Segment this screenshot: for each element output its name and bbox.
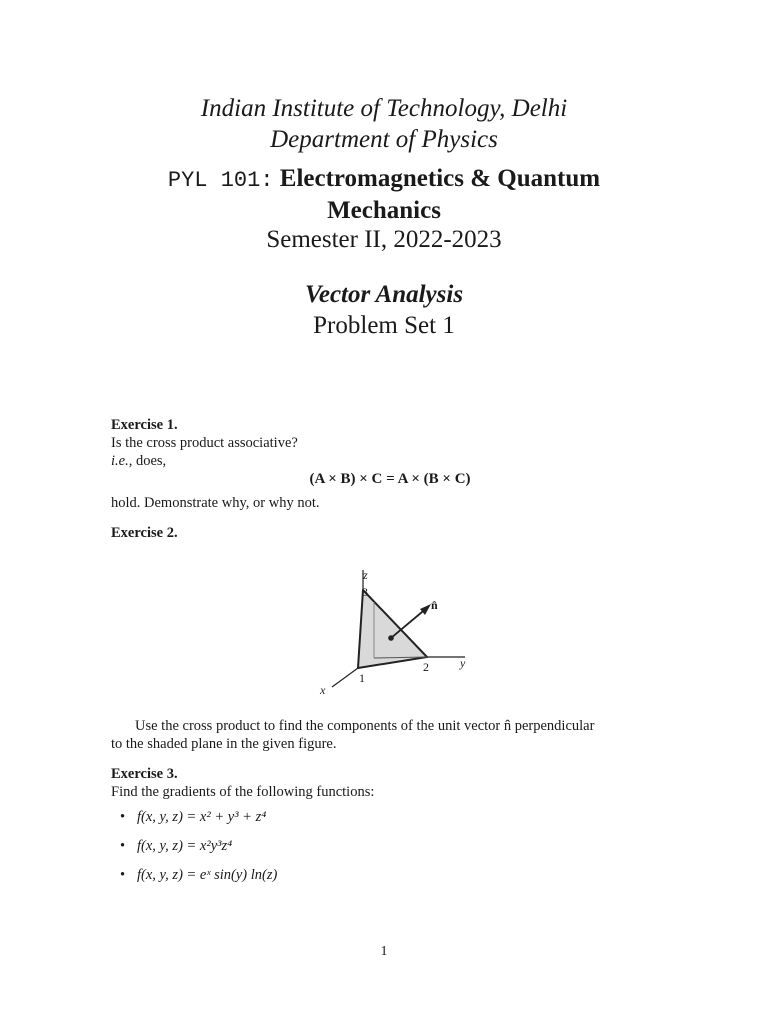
exercise-2-text-line2: to the shaded plane in the given figure. bbox=[111, 736, 337, 752]
function-item-3: • f(x, y, z) = eˣ sin(y) ln(z) bbox=[111, 867, 277, 896]
x-tick-label: 1 bbox=[359, 671, 365, 685]
exercise-3-heading: Exercise 3. bbox=[111, 766, 178, 782]
topic-title: Vector Analysis bbox=[304, 281, 464, 308]
x-axis bbox=[332, 668, 358, 687]
z-axis-label: z bbox=[363, 568, 368, 582]
page-number: 1 bbox=[380, 944, 388, 959]
ie-text: i.e., bbox=[111, 453, 133, 469]
normal-vector-label: n̂ bbox=[431, 598, 438, 612]
shaded-plane bbox=[358, 590, 427, 668]
exercise-1-closing: hold. Demonstrate why, or why not. bbox=[111, 495, 320, 511]
y-axis-label: y bbox=[460, 656, 466, 670]
exercise-1-ie-line bbox=[111, 452, 681, 470]
exercise-2-text-line1: Use the cross product to find the components of the unit vector n̂ perpendicular bbox=[135, 718, 595, 734]
exercise-3-function-list bbox=[111, 809, 277, 896]
exercise-1-heading: Exercise 1. bbox=[111, 417, 178, 433]
course-title-line1: Electromagnetics & Quantum bbox=[279, 165, 601, 192]
z-tick-label: 3 bbox=[362, 585, 368, 599]
course-title bbox=[0, 164, 768, 226]
exercise-3-intro: Find the gradients of the following functions: bbox=[111, 784, 375, 800]
course-title-line2: Mechanics bbox=[327, 197, 441, 224]
y-tick-label: 2 bbox=[423, 660, 429, 674]
semester: Semester II, 2022-2023 bbox=[266, 226, 502, 253]
exercise-2-heading: Exercise 2. bbox=[111, 525, 178, 541]
function-item-1: • f(x, y, z) = x² + y³ + z⁴ bbox=[111, 809, 277, 838]
exercise-3-block bbox=[111, 765, 681, 801]
exercise-2-text bbox=[111, 717, 681, 753]
department-name: Department of Physics bbox=[270, 126, 498, 153]
function-item-2: • f(x, y, z) = x²y³z⁴ bbox=[111, 838, 277, 867]
problem-set-label: Problem Set 1 bbox=[313, 312, 455, 339]
exercise-2-figure bbox=[310, 560, 480, 700]
exercise-1-question: Is the cross product associative? bbox=[111, 435, 298, 451]
course-code: PYL 101: bbox=[167, 168, 274, 193]
institute-name: Indian Institute of Technology, Delhi bbox=[200, 95, 568, 122]
x-axis-label: x bbox=[320, 683, 326, 697]
exercise-1-heading-block bbox=[111, 416, 681, 470]
does-text: does, bbox=[132, 453, 167, 469]
exercise-1-equation: (A × B) × C = A × (B × C) bbox=[309, 471, 471, 487]
